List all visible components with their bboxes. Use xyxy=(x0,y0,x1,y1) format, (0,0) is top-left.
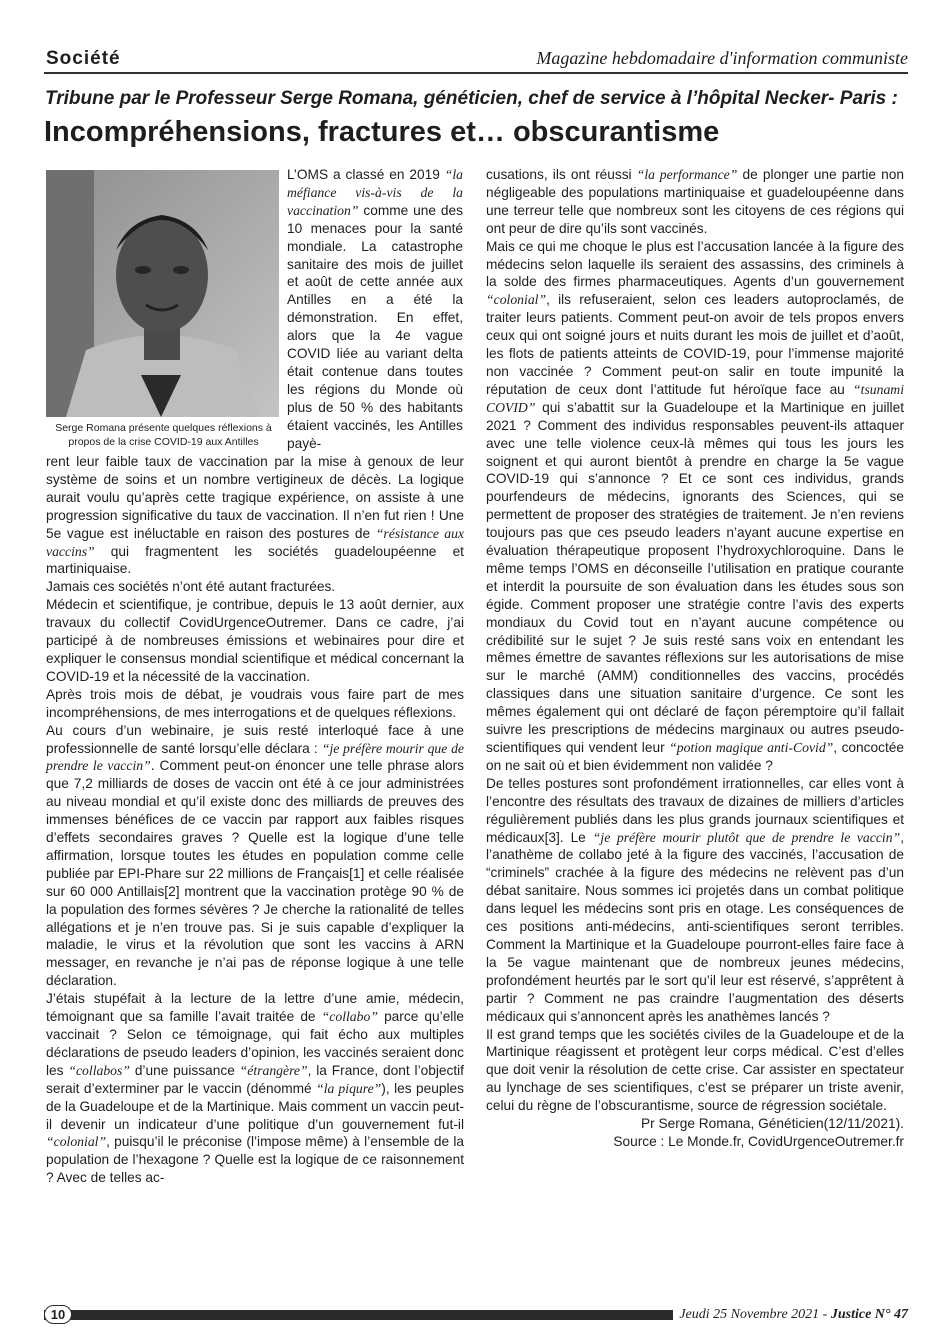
section-label: Société xyxy=(46,48,121,69)
header-rule xyxy=(44,72,908,74)
text-column-right xyxy=(486,166,904,1151)
footer-issue-date: Jeudi 25 Novembre 2021 - Justice N° 47 xyxy=(673,1305,908,1324)
magazine-tagline: Magazine hebdomadaire d'information communiste xyxy=(536,48,908,68)
paragraph: Au cours d’un webinaire, je suis resté interloqué face à une professionnelle de santé lorsqu’elle déclara : “je préfère mourir que de prendre le vaccin”. Comment peut-on énoncer une telle phrase alors que 7,2 milliards de doses de vaccin ont été à ce jour administrées au niveau mondial et qu’il existe donc des milliards de preuves des immenses bénéfices de ce vaccin par rapport aux faibles risques d’effets secondaires graves ? Quelle est la logique d’une telle affirmation, lorsque toutes les études en population comme celle publiée par EPI-Phare sur 22 millions de Français[1] et celle réalisée sur 60 000 Antillais[2] montrent que la vaccination protège 90 % de la population des formes sévères ? Je cherche la rationalité de telles allégations et je n’en trouve pas. Si je suis capable d’expliquer la maladie, le virus et la révolution que sont les vaccins à ARN messager, en revanche je n’ai pas de réponse logique à une telle déclaration. xyxy=(46,722,465,989)
text-column-top xyxy=(287,166,463,453)
paragraph: L’OMS a classé en 2019 “la méfiance vis-à-vis de la vaccination” comme une des 10 menaces pour la santé mondiale. La catastrophe sanitaire des mois de juillet et août de cette année aux Antilles en a été la démonstration. En effet, alors que la 4e vague COVID liée au variant delta était contenue dans toutes les régions du Monde où plus de 50 % des habitants étaient vaccinés, les Antilles payè- xyxy=(287,167,463,451)
paragraph: Après trois mois de débat, je voudrais vous faire part de mes incompréhensions, de mes interrogations et de quelques réflexions. xyxy=(46,686,464,720)
paragraph: cusations, ils ont réussi “la performance” de plonger une partie non négligeable des populations martiniquaise et guadeloupéenne dans une terreur telle que nombreux sont les citoyens de ces régions qui ont peur de dire qu’ils sont vaccinés. xyxy=(486,167,905,236)
source-line: Source : Le Monde.fr, CovidUrgenceOutremer.fr xyxy=(613,1133,904,1149)
page-footer xyxy=(44,1305,908,1324)
paragraph: Jamais ces sociétés n’ont été autant fracturées. xyxy=(46,579,336,595)
article-kicker: Tribune par le Professeur Serge Romana, généticien, chef de service à l’hôpital Necker- Paris : xyxy=(45,88,898,109)
article-title: Incompréhensions, fractures et… obscurantisme xyxy=(44,116,720,148)
paragraph: Mais ce qui me choque le plus est l’accusation lancée à la figure des médecins selon laquelle ils seraient des assassins, des criminels à la solde des firmes pharmaceutiques. Agents d’un gouvernement “colonial”, ils refuseraient, selon ces leaders autoproclamés, de traiter leurs patients. Comment peut-on avoir de tels propos envers ceux qui ont soigné jours et nuits durant les mois de juillet et d’août, les flots de patients atteints de COVID-19, pour l’immense majorité non vaccinée ? Comment peut-on salir en toute impunité la réputation de ceux dont l’attitude fut héroïque face au “tsunami COVID” qui s’abattit sur la Guadeloupe et la Martinique en juillet 2021 ? Comment des individus responsables peuvent-ils attaquer avec une telle violence ceux-là mêmes qui tous les jours les soignent et qui auront bientôt à prendre en charge la 5e vague COVID-19 qui s’annonce ? Et ce sont ces individus, grands pourfendeurs de médecins, ignorants des Sciences, qui se permettent de proposer des stratégies de traitement. Je n’en reviens toujours pas que ces pseudo leaders n’ayant aucune expertise en évaluation thérapeutique proposent l’hydroxychloroquine. Dans le même temps l’OMS en déconseille l’utilisation en pratique courante et interdit la poursuite de son évaluation dans les études sous son égide. Comment proposer une stratégie contre l’avis des experts mondiaux du Covid tout en n’ayant aucune compétence ou crédibilité sur le sujet ? Je suis resté sans voix en entendant les mêmes émettre de savantes réflexions sur les autorisations de mise sur le marché (AMM) conditionnelles des vaccins, procédés classiques dans une situation sanitaire d’urgence. Ce sont les mêmes également qui ont déclaré de façon péremptoire qu’il fallait suivre les prescriptions de médecins marginaux ou autres pseudo-scientifiques qui vendent leur “potion magique anti-Covid”, concoctée on ne sait où et bien évidemment non validée ? xyxy=(486,238,904,773)
text-column-left xyxy=(46,453,464,1187)
author-photo xyxy=(46,170,279,417)
paragraph: Médecin et scientifique, je contribue, depuis le 13 août dernier, aux travaux du collectif CovidUrgenceOutremer. Dans ce cadre, j’ai participé à de nombreuses émissions et webinaires pour dire et expliquer le consensus mondial scientifique et médical concernant la COVID-19 et la nécessité de la vaccination. xyxy=(46,597,464,684)
author-signature: Pr Serge Romana, Généticien(12/11/2021). xyxy=(640,1116,904,1132)
page-number: 10 xyxy=(44,1305,72,1324)
paragraph: De telles postures sont profondément irrationnelles, car elles vont à l’encontre des résultats des travaux de dizaines de milliers d’articles régulièrement publiés dans les plus grands journaux scientifiques et médicaux[3]. Le “je préfère mourir plutôt que de prendre le vaccin”, l’anathème de collabo jeté à la figure des vaccinés, l’accusation de “criminels” crachée à la figure des médecins ne relèvent pas d’un débat sanitaire. Nous sommes ici projetés dans un combat politique dans lequel les médecins sont pris en otage. Les conséquences de ces positions anti-médecins, anti-scientifiques seront terribles. Comment la Martinique et la Guadeloupe pourront-elles faire face à la 5e vague maintenant que de nombreux jeunes médecins, profondément heurtés par le sort qu’il leur est réservé, s’apprêtent à partir ? Comment ne pas craindre l’augmentation des déserts médicaux qui s’annoncent après les anathèmes lancés ? xyxy=(486,775,904,1024)
paragraph: Il est grand temps que les sociétés civiles de la Guadeloupe et de la Martinique réagissent et protègent leur corps médical. C’est d’elles que doit venir la résolution de cette crise. Car assister en spectateur au lynchage de ses scientifiques, c’est se préparer un triste avenir, celui du règne de l’obscurantisme, source de régression sociétale. xyxy=(486,1026,904,1114)
paragraph: rent leur faible taux de vaccination par la mise à genoux de leur système de soins et un nombre vertigineux de décès. La logique aurait voulu qu’après cette tragique expérience, on assiste à une progression significative du taux de vaccination. Il n’en fut rien ! Une 5e vague est inéluctable en raison des postures de “résistance aux vaccins” qui fragmentent les sociétés guadeloupéenne et martiniquaise. xyxy=(46,454,465,577)
paragraph: J’étais stupéfait à la lecture de la lettre d’une amie, médecin, témoignant que sa famille l’avait traitée de “collabo” parce qu’elle vaccinait ? Selon ce témoignage, qui fait écho aux multiples déclarations de pseudo leaders d’opinion, les vaccinés seraient donc les “collabos” d’une puissance “étrangère”, la France, dont l’objectif serait d’exterminer par le vaccin (dénommé “la piqure”), les peuples de la Guadeloupe et de la Martinique. Mais comment un vaccin peut-il devenir un indicateur d’une politique d’un gouvernement fut-il “colonial”, puisqu’il le préconise (l’impose même) à l’ensemble de la population de l’hexagone ? Quelle est la logique de ce raisonnement ? Avec de telles ac- xyxy=(46,991,465,1186)
photo-caption: Serge Romana présente quelques réflexions à propos de la crise COVID-19 aux Antilles xyxy=(55,422,272,448)
